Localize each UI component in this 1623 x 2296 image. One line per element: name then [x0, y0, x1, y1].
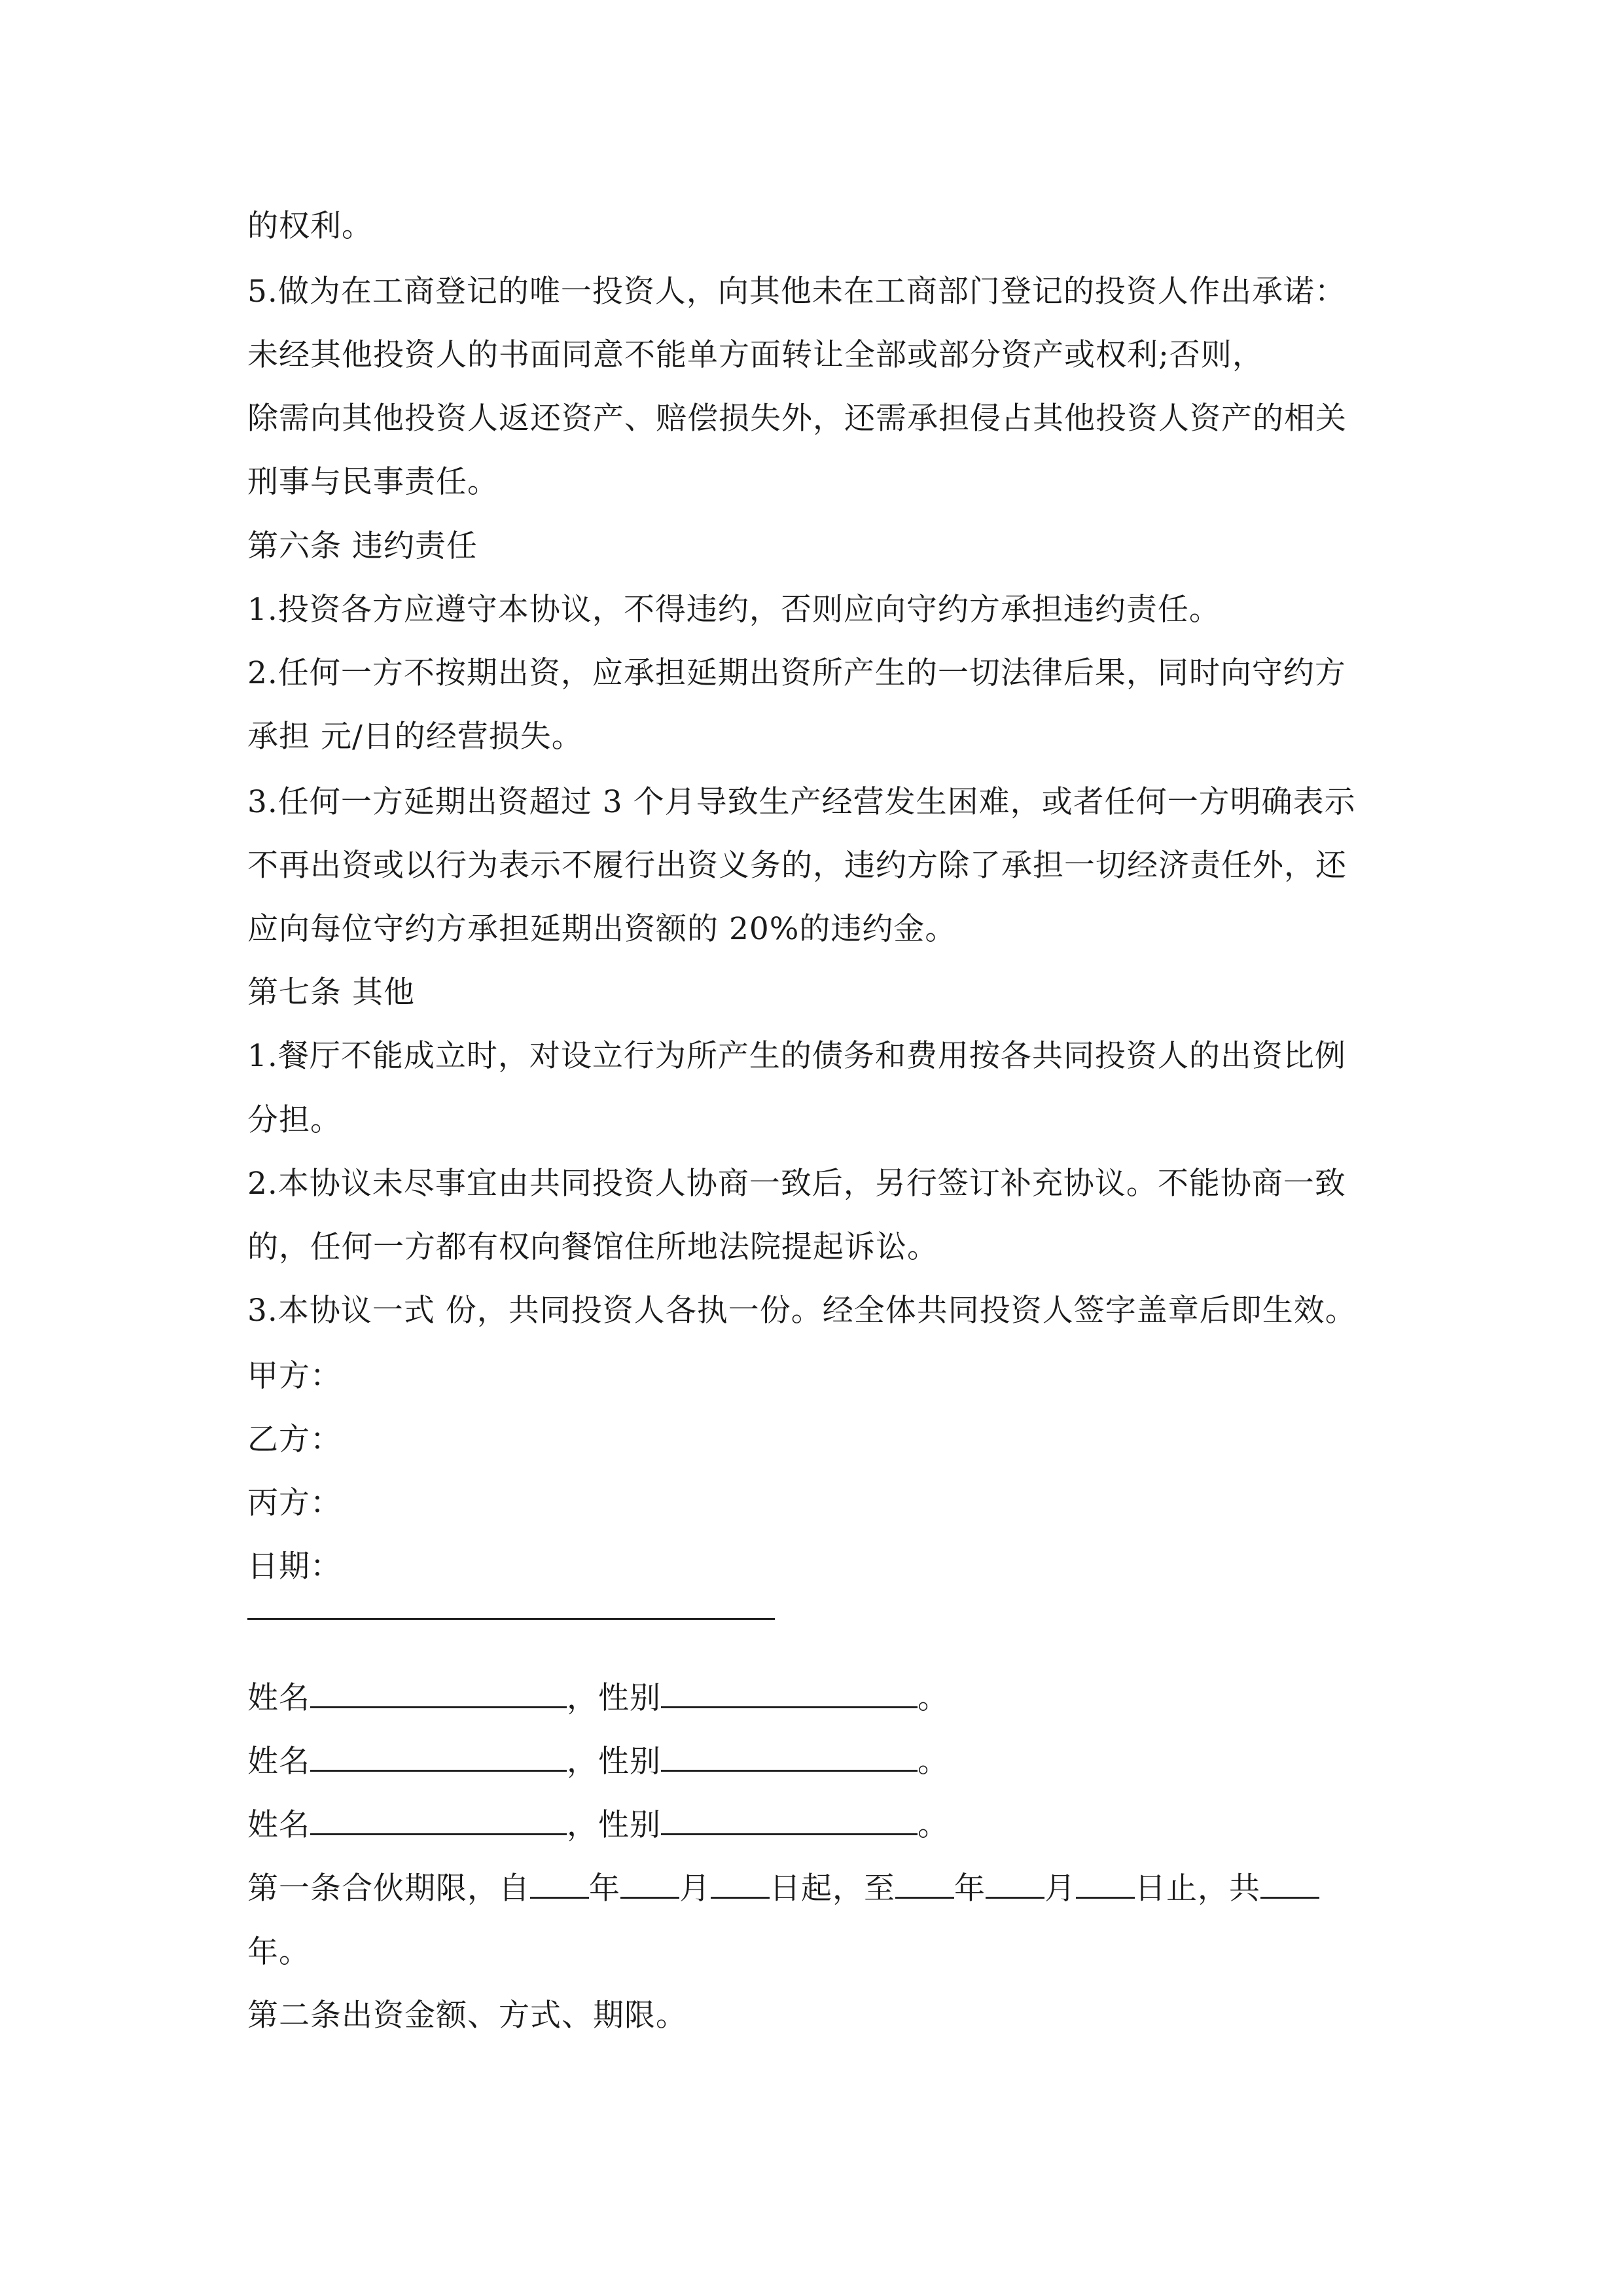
text-line: 应向每位守约方承担延期出资额的 20%的违约金。	[247, 911, 957, 947]
start-month-blank[interactable]	[620, 1871, 679, 1899]
year-label: 年	[954, 1871, 986, 1907]
start-year-blank[interactable]	[530, 1871, 589, 1899]
term-prefix: 第一条合伙期限，自	[247, 1871, 530, 1907]
text-line: 未经其他投资人的书面同意不能单方面转让全部或部分资产或权利;否则，	[247, 337, 1264, 373]
section-heading: 第七条 其他	[247, 975, 415, 1011]
text-line: 刑事与民事责任。	[247, 464, 499, 500]
text-line: 3.本协议一式 份，共同投资人各执一份。经全体共同投资人签字盖章后即生效。	[247, 1293, 1357, 1329]
row-end: 。	[918, 1807, 949, 1843]
clause-two: 第二条出资金额、方式、期限。	[247, 1998, 687, 2034]
gender-blank[interactable]	[661, 1744, 918, 1772]
text-line: 的，任何一方都有权向餐馆住所地法院提起诉讼。	[247, 1229, 938, 1265]
month-label: 月	[679, 1871, 711, 1907]
text-line: 1.投资各方应遵守本协议，不得违约，否则应向守约方承担违约责任。	[247, 592, 1221, 628]
text-line: 3.任何一方延期出资超过 3 个月导致生产经营发生困难，或者任何一方明确表示	[247, 784, 1356, 820]
name-blank[interactable]	[310, 1744, 567, 1772]
signature-party-a: 甲方：	[247, 1358, 342, 1394]
name-label: 姓名	[247, 1744, 310, 1780]
row-end: 。	[918, 1680, 949, 1716]
section-heading: 第六条 违约责任	[247, 528, 478, 564]
end-year-blank[interactable]	[895, 1871, 954, 1899]
person-row	[247, 1679, 949, 1718]
end-day-blank[interactable]	[1076, 1871, 1135, 1899]
text-line: 5.做为在工商登记的唯一投资人，向其他未在工商部门登记的投资人作出承诺：	[247, 274, 1346, 310]
day-label: 日起，至	[770, 1871, 895, 1907]
text-line: 1.餐厅不能成立时，对设立行为所产生的债务和费用按各共同投资人的出资比例	[247, 1038, 1346, 1074]
signature-date: 日期：	[247, 1549, 342, 1585]
name-blank[interactable]	[310, 1680, 567, 1708]
gender-label: ，性别	[567, 1680, 661, 1716]
total-years-blank[interactable]	[1260, 1871, 1319, 1899]
name-label: 姓名	[247, 1807, 310, 1843]
text-line: 2.任何一方不按期出资，应承担延期出资所产生的一切法律后果，同时向守约方	[247, 655, 1346, 691]
text-line: 分担。	[247, 1102, 342, 1138]
text-line: 除需向其他投资人返还资产、赔偿损失外，还需承担侵占其他投资人资产的相关	[247, 401, 1347, 437]
text-line: 2.本协议未尽事宜由共同投资人协商一致后，另行签订补充协议。不能协商一致	[247, 1166, 1346, 1202]
end-month-blank[interactable]	[986, 1871, 1044, 1899]
person-row	[247, 1742, 949, 1782]
divider-line	[247, 1618, 775, 1620]
person-row	[247, 1806, 949, 1845]
day-label: 日止，共	[1135, 1871, 1260, 1907]
year-label: 年	[589, 1871, 620, 1907]
gender-label: ，性别	[567, 1807, 661, 1843]
start-day-blank[interactable]	[711, 1871, 770, 1899]
gender-blank[interactable]	[661, 1807, 918, 1835]
text-line: 不再出资或以行为表示不履行出资义务的，违约方除了承担一切经济责任外，还	[247, 848, 1347, 884]
text-line: 的权利。	[247, 208, 373, 244]
name-label: 姓名	[247, 1680, 310, 1716]
text-line: 承担 元/日的经营损失。	[247, 719, 583, 755]
signature-party-b: 乙方：	[247, 1422, 342, 1458]
term-clause-continuation: 年。	[247, 1934, 310, 1970]
gender-label: ，性别	[567, 1744, 661, 1780]
term-clause	[247, 1869, 1319, 1909]
gender-blank[interactable]	[661, 1680, 918, 1708]
month-label: 月	[1044, 1871, 1076, 1907]
signature-party-c: 丙方：	[247, 1485, 342, 1521]
name-blank[interactable]	[310, 1807, 567, 1835]
row-end: 。	[918, 1744, 949, 1780]
